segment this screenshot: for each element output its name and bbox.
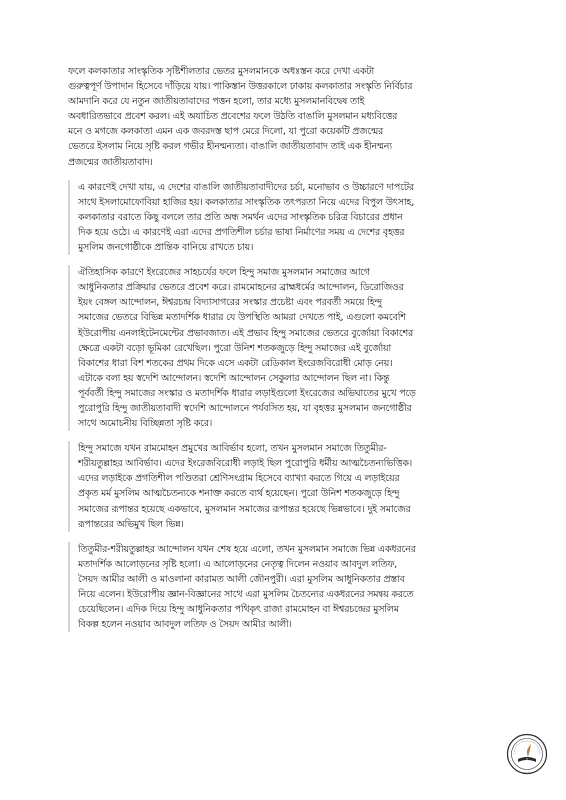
paragraph-5: তিতুমীর-শরীয়তুল্লাহর আন্দোলন যখন শেষ হয়ে এলো, তখন মুসলমান সমাজে ভিন্ন একধরনের মতাদর্শিক আলোড়নের সৃষ্টি হলো। এ আলোড়নের নেতৃত্ব দিলেন নওয়াব আবদুল লতিফ, সৈয়দ আমীর আলী ও মাওলানা কারামত আলী জৌনপুরী। এরা মুসলিম আধুনিকতার প্রস্তাব নিয়ে এলেন। ইউরোপীয় জ্ঞান-বিজ্ঞানের সাথে এরা মুসলিম চৈতন্যের একধরনের সমন্বয় করতে চেয়েছিলেন। এদিক দিয়ে হিন্দু আধুনিকতার পথিকৃৎ রাজা রামমোহন বা ঈশ্বরচন্দ্রের মুসলিম বিকল্প হলেন নওয়াব আবদুল লতিফ ও সৈয়দ আমীর আলী। [68,542,500,633]
book-feather-logo-icon [506,733,548,775]
paragraph-3: ঐতিহাসিক কারণে ইংরেজের সাহচর্যের ফলে হিন্দু সমাজ মুসলমান সমাজের আগে আধুনিকতার প্রক্রিয়ার ভেতরে প্রবেশ করে। রামমোহনের ব্রাহ্মধর্মের আন্দোলন, ডিরোজিওর ইয়ং বেঙ্গল আন্দোলন, ঈশ্বরচন্দ্র বিদ্যাসাগরের সংস্কার প্রচেষ্টা এবং পরবর্তী সময়ে হিন্দু সমাজের ভেতরে বিভিন্ন মতাদর্শিক ধারার যে উপস্থিতি আমরা দেখতে পাই, এগুলো কমবেশি ইউরোপীয় এনলাইটেনমেন্টের প্রভাবজাত। এই প্রভাব হিন্দু সমাজের ভেতরে বুর্জোয়া বিকাশের ক্ষেত্রে একটা বড়ো ভূমিকা রেখেছিল। পুরো উনিশ শতকজুড়ে হিন্দু সমাজের এই বুর্জোয়া বিকাশের ধারা বিশ শতকের প্রথম দিকে এসে একটা রেডিকাল ইংরেজবিরোধী মোড় নেয়। এটাকে বলা হয় স্বদেশি আন্দোলন। স্বদেশি আন্দোলন সেকুলার আন্দোলন ছিল না। কিন্তু পূর্ববর্তী হিন্দু সমাজের সংস্কার ও মতাদর্শিক ধারার লড়াইগুলো ইংরেজের অভিঘাতের মুখে পড়ে পুরোপুরি হিন্দু জাতীয়তাবাদী স্বদেশি আন্দোলনে পর্যবসিত হয়, যা বৃহত্তর মুসলমান জনগোষ্ঠীর সাথে অমোচনীয় বিচ্ছিন্নতা সৃষ্টি করে। [68,265,500,431]
paragraph-1: ফলে কলকাতার সাংস্কৃতিক সৃষ্টিশীলতার ভেতর মুসলমানকে অধঃস্তন করে দেখা একটা গুরুত্বপূর্ণ উপাদান হিসেবে দাঁড়িয়ে যায়। পাকিস্তান উত্তরকালে ঢাকায় কলকাতার সংস্কৃতি নির্বিচার আমদানি করে যে নতুন জাতীয়তাবাদের পত্তন হলো, তার মধ্যে মুসলমানবিদ্বেষ তাই অবধারিতভাবে প্রবেশ করল। এই অযাচিত প্রবেশের ফলে উঠতি বাঙালি মুসলমান মধ্যবিত্তের মনে ও মগজে কলকাতা এমন এক জবরদস্ত ছাপ মেরে দিলো, যা পুরো কয়েকটি প্রজন্মের ভেতরে ইসলাম নিয়ে সৃষ্টি করল গভীর হীনম্মন্যতা। বাঙালি জাতীয়তাবাদ তাই এক হীনম্মন্য প্রজন্মের জাতীয়তাবাদ। [68,66,413,168]
paragraph-4: হিন্দু সমাজে যখন রামমোহন প্রমুখের আবির্ভাব হলো, তখন মুসলমান সমাজে তিতুমীর- শরীয়তুল্লাহর আবির্ভাব। এদের ইংরেজবিরোধী লড়াই ছিল পুরোপুরি ধর্মীয় আত্মচৈতন্যভিত্তিক। এদের লড়াইকে প্রগতিশীল পণ্ডিতরা শ্রেণিসংগ্রাম হিসেবে ব্যাখ্যা করতে গিয়ে এ লড়াইয়ের প্রকৃত মর্ম মুসলিম আত্মচৈতন্যকে শনাক্ত করতে ব্যর্থ হয়েছেন। পুরো উনিশ শতকজুড়ে হিন্দু সমাজের রূপান্তর হয়েছে একভাবে, মুসলমান সমাজের রূপান্তর হয়েছে ভিন্নভাবে। দুই সমাজের রূপান্তরের অভিমুখ ছিল ভিন্ন। [68,441,500,532]
paragraph-2: এ কারণেই দেখা যায়, এ দেশের বাঙালি জাতীয়তাবাদীদের চর্চা, মনোভাব ও উচ্চারণে দাপটের সাথে ইসলামোফোবিয়া হাজির হয়। কলকাতার সাংস্কৃতিক তৎপরতা নিয়ে এদের বিপুল উৎসাহ, কলকাতার বরাতে কিছু বললে তার প্রতি অন্ধ সমর্থন এদের সাংস্কৃতিক চরিত্র বিচারের প্রধান দিক হয়ে ওঠে। এ কারণেই এরা এদের প্রগতিশীল চর্চার ভাষা নির্মাণের সময় এ দেশের বৃহত্তর মুসলিম জনগোষ্ঠীকে প্রান্তিক বানিয়ে রাখতে চায়। [68,180,500,255]
document-page [68,64,500,642]
